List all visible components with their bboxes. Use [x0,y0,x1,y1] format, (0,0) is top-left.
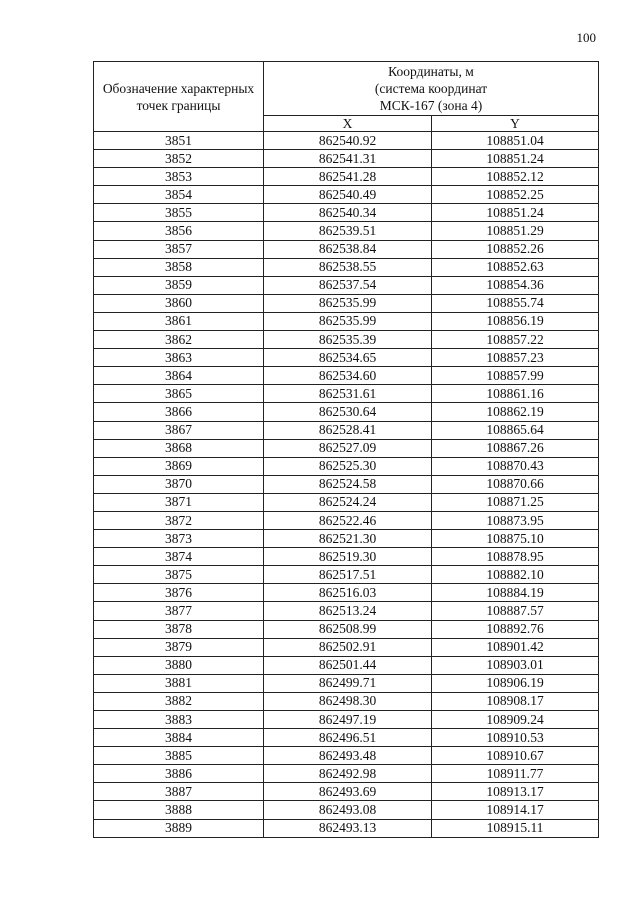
cell-y: 108851.24 [432,204,599,222]
cell-point-number: 3879 [94,638,264,656]
cell-x: 862534.65 [264,349,432,367]
table-body [94,132,599,838]
cell-y: 108873.95 [432,511,599,529]
cell-x: 862535.99 [264,294,432,312]
cell-point-number: 3866 [94,403,264,421]
cell-y: 108903.01 [432,656,599,674]
cell-point-number: 3889 [94,819,264,837]
header-coordinates-line-2: (система координат [374,81,488,96]
header-row-main [94,62,599,116]
cell-point-number: 3876 [94,584,264,602]
cell-x: 862527.09 [264,439,432,457]
cell-point-number: 3869 [94,457,264,475]
cell-x: 862498.30 [264,692,432,710]
table-row [94,421,599,439]
cell-x: 862524.24 [264,493,432,511]
table-row [94,276,599,294]
cell-x: 862508.99 [264,620,432,638]
table-row [94,385,599,403]
table-row [94,150,599,168]
cell-x: 862492.98 [264,765,432,783]
cell-x: 862538.84 [264,240,432,258]
cell-x: 862535.39 [264,331,432,349]
table-header [94,62,599,132]
cell-x: 862521.30 [264,530,432,548]
cell-point-number: 3865 [94,385,264,403]
cell-y: 108913.17 [432,783,599,801]
cell-point-number: 3878 [94,620,264,638]
cell-y: 108910.67 [432,747,599,765]
cell-x: 862499.71 [264,674,432,692]
cell-point-number: 3851 [94,132,264,150]
table-row [94,602,599,620]
cell-point-number: 3860 [94,294,264,312]
table-row [94,204,599,222]
cell-point-number: 3855 [94,204,264,222]
table-row [94,367,599,385]
cell-point-number: 3887 [94,783,264,801]
cell-x: 862540.49 [264,186,432,204]
cell-x: 862516.03 [264,584,432,602]
cell-y: 108908.17 [432,692,599,710]
table-row [94,493,599,511]
cell-point-number: 3886 [94,765,264,783]
cell-y: 108871.25 [432,493,599,511]
cell-point-number: 3861 [94,312,264,330]
cell-x: 862535.99 [264,312,432,330]
table-row [94,692,599,710]
cell-point-number: 3859 [94,276,264,294]
cell-y: 108878.95 [432,548,599,566]
cell-y: 108914.17 [432,801,599,819]
cell-y: 108857.99 [432,367,599,385]
cell-x: 862525.30 [264,457,432,475]
cell-x: 862528.41 [264,421,432,439]
cell-point-number: 3877 [94,602,264,620]
table-row [94,566,599,584]
cell-x: 862496.51 [264,729,432,747]
table-row [94,674,599,692]
cell-point-number: 3870 [94,475,264,493]
cell-x: 862538.55 [264,258,432,276]
cell-point-number: 3873 [94,530,264,548]
header-coordinates-line-3: МСК-167 (зона 4) [379,98,483,113]
cell-point-number: 3867 [94,421,264,439]
cell-y: 108915.11 [432,819,599,837]
cell-x: 862539.51 [264,222,432,240]
table-row [94,747,599,765]
cell-point-number: 3853 [94,168,264,186]
cell-y: 108892.76 [432,620,599,638]
cell-y: 108857.23 [432,349,599,367]
cell-y: 108852.63 [432,258,599,276]
table-row [94,132,599,150]
cell-point-number: 3871 [94,493,264,511]
cell-y: 108852.12 [432,168,599,186]
header-y: Y [432,116,599,132]
cell-y: 108910.53 [432,729,599,747]
cell-point-number: 3858 [94,258,264,276]
cell-point-number: 3884 [94,729,264,747]
cell-x: 862541.28 [264,168,432,186]
cell-x: 862493.48 [264,747,432,765]
cell-point-number: 3880 [94,656,264,674]
table-row [94,258,599,276]
table-row [94,403,599,421]
table-row [94,349,599,367]
table-row [94,620,599,638]
cell-y: 108856.19 [432,312,599,330]
header-point-designation: Обозначение характерных точек границы [94,62,264,132]
cell-point-number: 3874 [94,548,264,566]
cell-x: 862534.60 [264,367,432,385]
cell-point-number: 3857 [94,240,264,258]
cell-y: 108855.74 [432,294,599,312]
table-row [94,729,599,747]
cell-y: 108867.26 [432,439,599,457]
header-coordinates-line-1: Координаты, м [388,64,474,79]
cell-y: 108854.36 [432,276,599,294]
table-row [94,240,599,258]
cell-y: 108882.10 [432,566,599,584]
cell-y: 108887.57 [432,602,599,620]
table-row [94,584,599,602]
table-row [94,475,599,493]
cell-y: 108852.25 [432,186,599,204]
table-row [94,331,599,349]
header-coordinates [264,62,599,116]
cell-y: 108851.29 [432,222,599,240]
table-row [94,439,599,457]
table-row [94,801,599,819]
table-row [94,783,599,801]
cell-point-number: 3868 [94,439,264,457]
cell-x: 862501.44 [264,656,432,674]
cell-y: 108901.42 [432,638,599,656]
cell-y: 108875.10 [432,530,599,548]
cell-y: 108870.66 [432,475,599,493]
cell-x: 862530.64 [264,403,432,421]
cell-y: 108861.16 [432,385,599,403]
cell-x: 862502.91 [264,638,432,656]
cell-point-number: 3852 [94,150,264,168]
cell-x: 862519.30 [264,548,432,566]
cell-y: 108911.77 [432,765,599,783]
cell-point-number: 3864 [94,367,264,385]
table-row [94,530,599,548]
table-row [94,186,599,204]
cell-y: 108906.19 [432,674,599,692]
cell-x: 862531.61 [264,385,432,403]
cell-x: 862540.92 [264,132,432,150]
cell-point-number: 3854 [94,186,264,204]
table-row [94,819,599,837]
table-row [94,638,599,656]
table-row [94,294,599,312]
cell-y: 108852.26 [432,240,599,258]
cell-point-number: 3888 [94,801,264,819]
cell-y: 108862.19 [432,403,599,421]
table-row [94,548,599,566]
coordinates-table [93,61,599,838]
cell-x: 862497.19 [264,711,432,729]
cell-x: 862524.58 [264,475,432,493]
header-x: X [264,116,432,132]
cell-y: 108857.22 [432,331,599,349]
cell-y: 108851.24 [432,150,599,168]
table-row [94,656,599,674]
cell-x: 862513.24 [264,602,432,620]
table-row [94,222,599,240]
cell-point-number: 3875 [94,566,264,584]
cell-point-number: 3862 [94,331,264,349]
cell-point-number: 3872 [94,511,264,529]
cell-x: 862493.13 [264,819,432,837]
table-row [94,711,599,729]
cell-point-number: 3882 [94,692,264,710]
cell-point-number: 3863 [94,349,264,367]
cell-y: 108870.43 [432,457,599,475]
cell-y: 108865.64 [432,421,599,439]
table-row [94,511,599,529]
cell-y: 108851.04 [432,132,599,150]
cell-point-number: 3881 [94,674,264,692]
cell-x: 862541.31 [264,150,432,168]
cell-y: 108909.24 [432,711,599,729]
cell-point-number: 3883 [94,711,264,729]
cell-point-number: 3885 [94,747,264,765]
cell-x: 862537.54 [264,276,432,294]
page-number: 100 [576,30,596,45]
table-row [94,168,599,186]
cell-x: 862493.08 [264,801,432,819]
cell-x: 862540.34 [264,204,432,222]
table-row [94,765,599,783]
cell-x: 862522.46 [264,511,432,529]
cell-x: 862493.69 [264,783,432,801]
cell-y: 108884.19 [432,584,599,602]
cell-x: 862517.51 [264,566,432,584]
table-row [94,457,599,475]
table-row [94,312,599,330]
cell-point-number: 3856 [94,222,264,240]
